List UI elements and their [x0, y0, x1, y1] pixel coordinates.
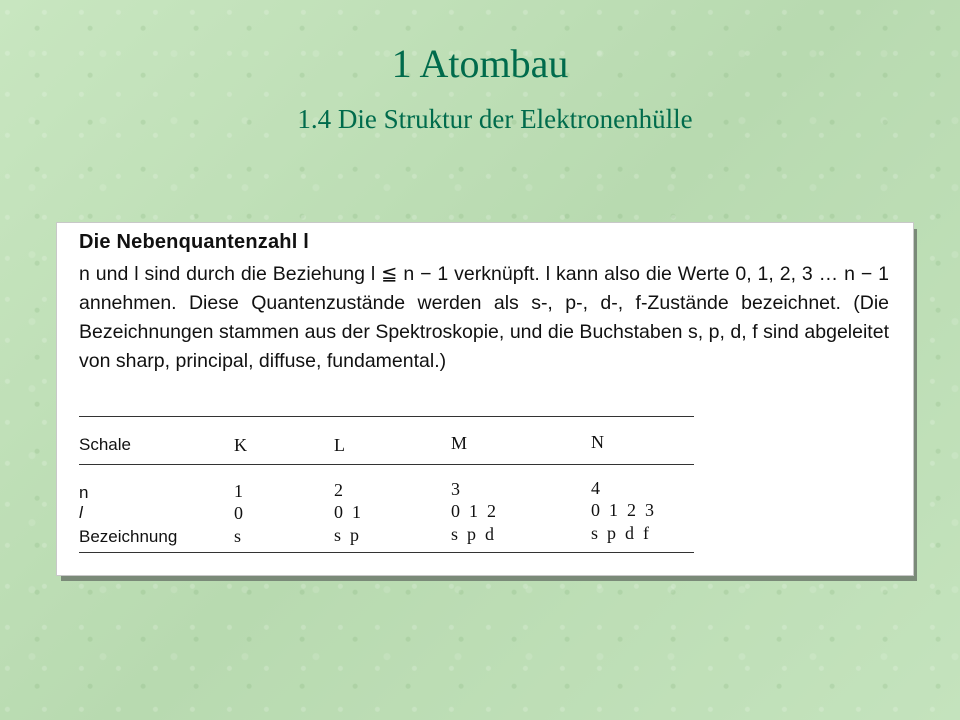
table-header-rule — [79, 464, 694, 465]
table-header-n: N — [591, 432, 604, 452]
slide-subtitle: 1.4 Die Struktur der Elektronenhülle — [297, 104, 693, 134]
slide-title: 1 Atombau — [391, 41, 569, 86]
table-bottom-rule — [79, 552, 694, 553]
table-cell-n-l: 2 — [334, 480, 343, 500]
scanned-textbook-excerpt — [56, 222, 914, 576]
table-top-rule — [79, 416, 694, 417]
table-cell-l-k: 0 — [234, 503, 243, 523]
table-header-k: K — [234, 435, 247, 455]
table-cell-n-k: 1 — [234, 481, 243, 501]
table-cell-l-m: 0 1 2 — [451, 501, 496, 521]
table-row-label-l: l — [79, 503, 83, 522]
table-cell-bez-m: s p d — [451, 524, 495, 544]
table-header-l: L — [334, 435, 345, 455]
table-cell-l-l: 0 1 — [334, 502, 361, 522]
table-cell-bez-l: s p — [334, 525, 360, 545]
explanation-paragraph: n und l sind durch die Beziehung l ≦ n − 1 verknüpft. l kann also die Werte 0, 1, 2, 3 … n − 1 annehmen. Diese Quantenzustände werden als s-, p-, d-, f-Zustände bezeichnet. (Die Bezeichnungen stammen aus der Spektroskopie, und die Buchstaben s, p, d, f sind abgeleitet von sharp, principal, diffuse, fundamental.) — [79, 263, 889, 372]
table-row-label-bezeichnung: Bezeichnung — [79, 527, 178, 546]
table-header-m: M — [451, 433, 468, 453]
table-row-label-n: n — [79, 483, 89, 502]
table-cell-bez-n: s p d f — [591, 523, 649, 543]
table-cell-n-n: 4 — [591, 478, 600, 498]
section-heading: Die Nebenquantenzahl l — [79, 231, 309, 253]
table-cell-l-n: 0 1 2 3 — [591, 500, 654, 520]
table-cell-n-m: 3 — [451, 479, 460, 499]
table-cell-bez-k: s — [234, 526, 242, 546]
table-header-schale: Schale — [79, 435, 131, 454]
